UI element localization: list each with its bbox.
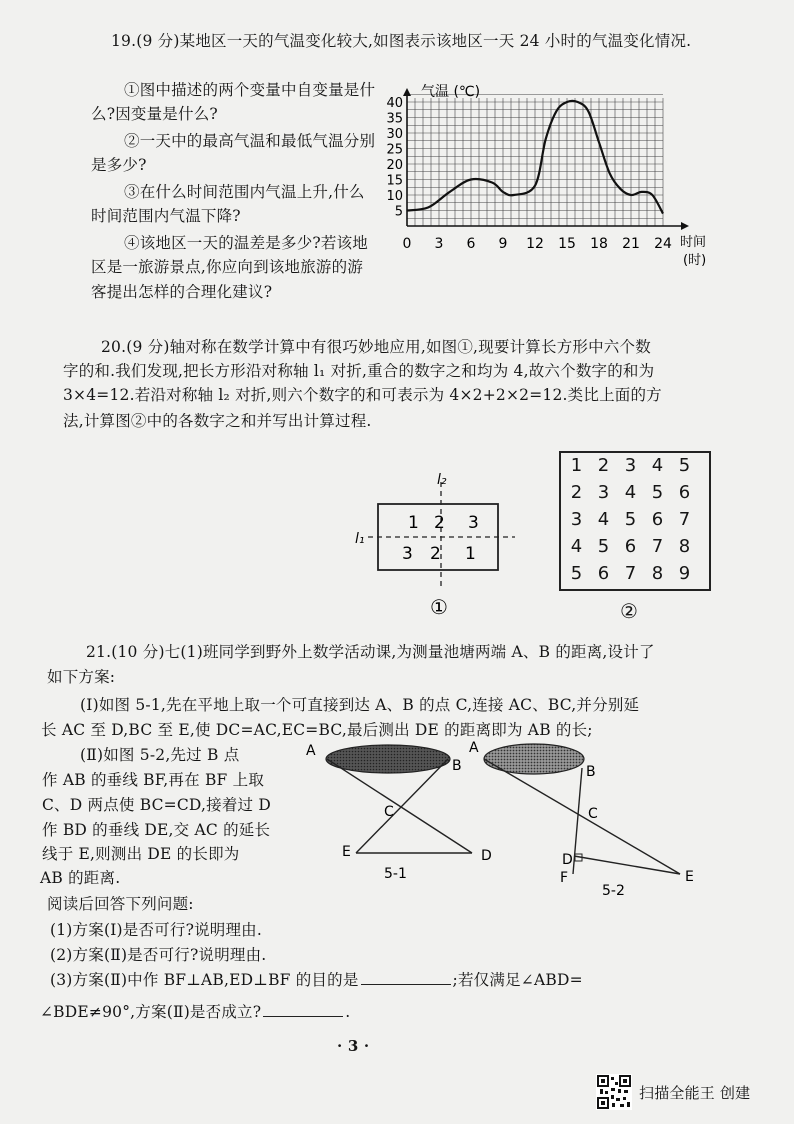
y-tick-label: 5 — [394, 204, 403, 220]
q21-intro: 21.(10 分)七(1)班同学到野外上数学活动课,为测量池塘两端 A、B 的距离,设计了 — [86, 643, 655, 661]
x-tick-label: 18 — [590, 236, 608, 252]
fig2-cell: 5 — [651, 482, 664, 503]
x-tick-label: 0 — [402, 236, 412, 252]
q21-question-3-cont — [40, 1001, 350, 1023]
fig2-cell: 3 — [597, 482, 610, 503]
q21-plan2: 作 AB 的垂线 BF,再在 BF 上取 — [42, 771, 265, 789]
x-axis-arrow — [681, 222, 689, 230]
fig2-caption: ② — [620, 599, 639, 623]
y-tick-label: 40 — [386, 96, 403, 111]
x-tick-label: 21 — [622, 236, 640, 252]
q21-question-3 — [50, 969, 583, 991]
x-tick-label: 15 — [558, 236, 576, 252]
q21-question: (2)方案(Ⅱ)是否可行?说明理由. — [50, 946, 267, 964]
q19-line: 是多少? — [91, 156, 147, 174]
x-tick-label: 12 — [526, 236, 544, 252]
y-tick-label: 15 — [386, 173, 403, 189]
answer-blank-2[interactable] — [263, 1002, 343, 1017]
x-axis-unit: (时) — [683, 253, 707, 268]
q21-plan2: 作 BD 的垂线 DE,交 AC 的延长 — [42, 821, 271, 839]
axis-l2-label: l₂ — [437, 472, 447, 488]
q19-line: 么?因变量是什么? — [91, 105, 218, 123]
chart-ticks — [386, 96, 672, 252]
q21-intro: (Ⅰ)如图 5-1,先在平地上取一个可直接到达 A、B 的点 C,连接 AC、BC,并分别延 — [80, 696, 640, 714]
q21-plan2: C、D 两点使 BC=CD,接着过 D — [42, 796, 271, 814]
pond-shape — [484, 744, 584, 774]
point-label-B: B — [452, 758, 462, 774]
q20-line: 20.(9 分)轴对称在数学计算中有很巧妙地应用,如图①,现要计算长方形中六个数 — [101, 338, 651, 356]
q21-question: (1)方案(Ⅰ)是否可行?说明理由. — [50, 921, 263, 939]
pond-shape — [326, 745, 450, 773]
fig2-cell: 3 — [624, 455, 637, 476]
fig2-cell: 8 — [678, 536, 691, 557]
q19-line: 区是一旅游景点,你应向到该地旅游的游 — [91, 258, 364, 276]
q3-text-a: (3)方案(Ⅱ)中作 BF⊥AB,ED⊥BF 的目的是 — [50, 971, 359, 989]
chart-grid — [407, 94, 663, 226]
point-label-C: C — [588, 806, 598, 822]
q20-line: 字的和.我们发现,把长方形沿对称轴 l₁ 对折,重合的数字之和均为 4,故六个数字的和为 — [63, 362, 655, 380]
fig2-cell: 8 — [651, 563, 664, 584]
fig2-cell: 4 — [597, 509, 610, 530]
fig1-cell: 3 — [402, 544, 413, 564]
q21-intro: 长 AC 至 D,BC 至 E,使 DC=AC,EC=BC,最后测出 DE 的距离即为 AB 的长; — [41, 721, 593, 739]
y-axis-label: 气温 (℃) — [421, 84, 481, 100]
q21-plan2: 线于 E,则测出 DE 的长即为 — [42, 845, 240, 863]
q20-line: 3×4=12.若沿对称轴 l₂ 对折,则六个数字的和可表示为 4×2+2×2=12.类比上面的方 — [63, 386, 662, 404]
fig2-cell: 7 — [651, 536, 664, 557]
fig1-cell: 2 — [430, 544, 441, 564]
fig1-cell: 1 — [408, 513, 419, 533]
q21-question: 阅读后回答下列问题: — [47, 895, 194, 913]
q20-line: 法,计算图②中的各数字之和并写出计算过程. — [63, 412, 372, 430]
point-label-D: D — [481, 848, 492, 864]
figure-2-grid — [563, 452, 698, 587]
q21-intro: 如下方案: — [47, 668, 116, 686]
fig2-cell: 3 — [570, 509, 583, 530]
fig1-cell: 3 — [468, 513, 479, 533]
q19-line: ④该地区一天的温差是多少?若该地 — [124, 234, 369, 252]
y-tick-label: 20 — [386, 158, 403, 173]
fig2-cell: 2 — [597, 455, 610, 476]
q19-line: ③在什么时间范围内气温上升,什么 — [124, 183, 365, 201]
q19-line: ②一天中的最高气温和最低气温分别 — [124, 132, 376, 150]
point-label-E: E — [342, 844, 351, 860]
fig2-cell: 1 — [570, 455, 583, 476]
figure-1-rectangle — [350, 470, 520, 620]
q19-line: 客提出怎样的合理化建议? — [91, 283, 273, 301]
fig2-cell: 5 — [624, 509, 637, 530]
x-axis-label: 时间 — [680, 235, 707, 250]
q3-text-b: ;若仅满足∠ABD= — [452, 971, 583, 989]
fig2-cell: 5 — [570, 563, 583, 584]
q3-text-c: ∠BDE≠90°,方案(Ⅱ)是否成立? — [40, 1003, 262, 1021]
fig2-cell: 7 — [678, 509, 691, 530]
x-tick-label: 24 — [654, 236, 672, 252]
x-tick-label: 6 — [466, 236, 476, 252]
chart-axes — [403, 88, 689, 230]
answer-blank-1[interactable] — [361, 970, 451, 985]
point-label-A: A — [306, 743, 316, 759]
temperature-chart — [385, 78, 725, 273]
fig1-caption: ① — [430, 595, 448, 619]
fig2-cell: 5 — [597, 536, 610, 557]
fig2-cell: 6 — [597, 563, 610, 584]
fig51-caption: 5-1 — [384, 866, 407, 882]
scanner-watermark: 扫描全能王 创建 — [639, 1084, 751, 1102]
page-number: · 3 · — [337, 1037, 370, 1055]
point-label-E: E — [685, 869, 694, 885]
fig2-cell: 5 — [678, 455, 691, 476]
point-label-D: D — [562, 852, 573, 868]
q21-plan2: (Ⅱ)如图 5-2,先过 B 点 — [80, 746, 240, 764]
q21-plan2: AB 的距离. — [40, 869, 121, 887]
fig2-cell: 2 — [570, 482, 583, 503]
fig1-cell: 1 — [465, 544, 476, 564]
fig2-cell: 9 — [678, 563, 691, 584]
fig2-cell: 4 — [570, 536, 583, 557]
y-tick-label: 25 — [386, 142, 403, 158]
qr-code-icon — [596, 1074, 632, 1110]
y-tick-label: 30 — [386, 127, 403, 142]
y-tick-label: 35 — [386, 111, 403, 127]
fig2-cell: 7 — [624, 563, 637, 584]
fig2-cell: 4 — [651, 455, 664, 476]
fig2-cell: 6 — [651, 509, 664, 530]
fig2-cell: 4 — [624, 482, 637, 503]
y-tick-label: 10 — [386, 189, 403, 204]
fig2-cell: 6 — [624, 536, 637, 557]
fig2-cell: 6 — [678, 482, 691, 503]
x-tick-label: 3 — [434, 236, 444, 252]
point-label-F: F — [560, 870, 569, 886]
point-label-A: A — [469, 740, 479, 756]
x-tick-label: 9 — [498, 236, 508, 252]
q19-line: ①图中描述的两个变量中自变量是什 — [124, 81, 376, 99]
fig52-caption: 5-2 — [602, 883, 625, 899]
q19-line: 时间范围内气温下降? — [91, 207, 241, 225]
q19-title: 19.(9 分)某地区一天的气温变化较大,如图表示该地区一天 24 小时的气温变化情况. — [111, 32, 692, 50]
y-axis-arrow — [403, 88, 411, 96]
axis-l1-label: l₁ — [355, 531, 365, 547]
figure-5-2 — [470, 734, 710, 904]
point-label-C: C — [384, 804, 394, 820]
fig1-cell: 2 — [434, 513, 445, 533]
point-label-B: B — [586, 764, 596, 780]
q3-text-d: . — [345, 1003, 351, 1021]
